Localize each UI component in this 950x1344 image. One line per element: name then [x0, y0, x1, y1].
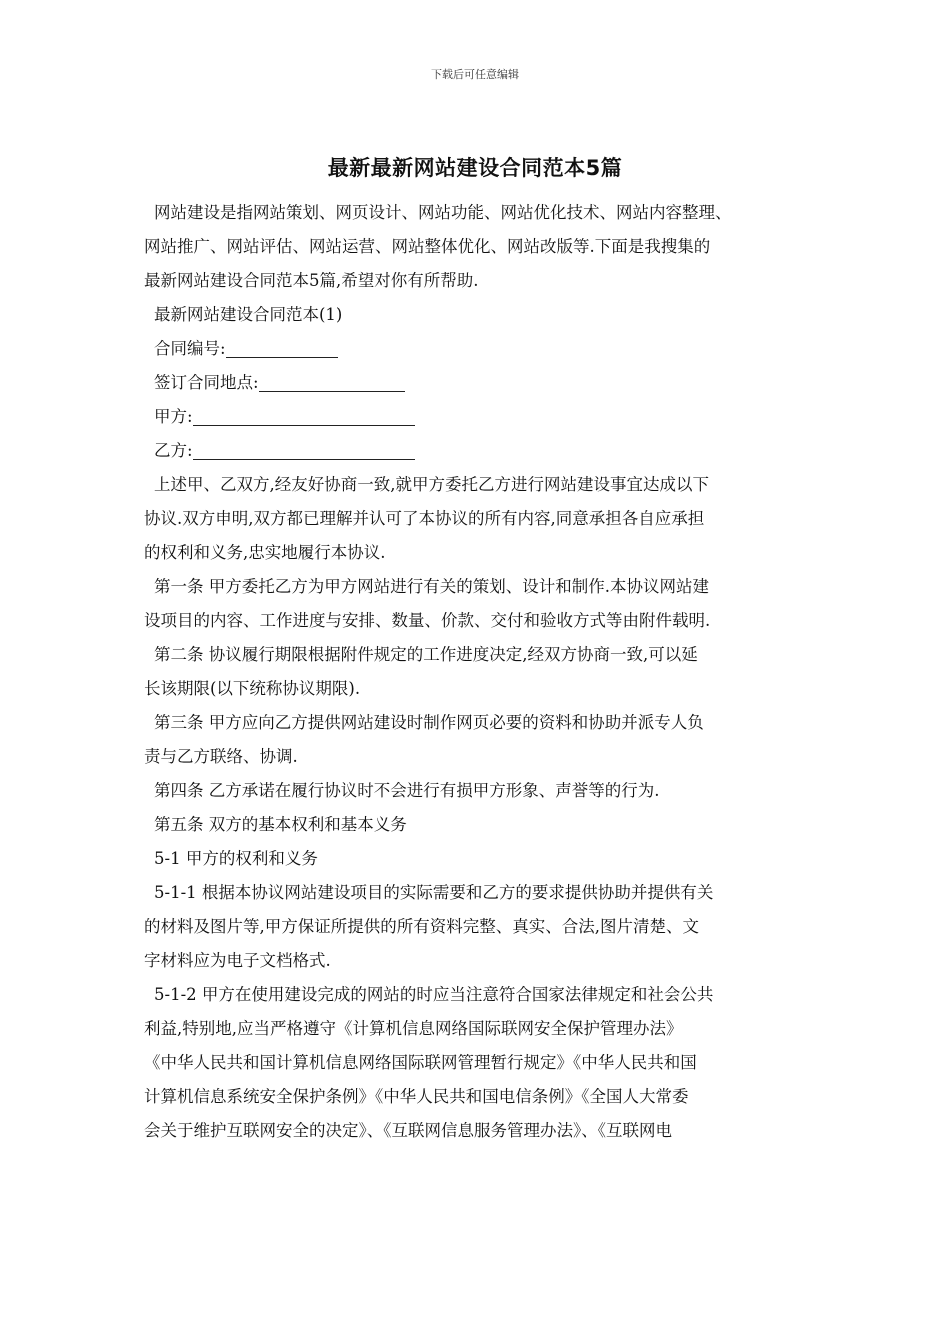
intro-line: 网站建设是指网站策划、网页设计、网站功能、网站优化技术、网站内容整理、	[154, 203, 732, 222]
paragraph-line: 责与乙方联络、协调.	[144, 747, 298, 766]
paragraph-line: 第五条 双方的基本权利和基本义务	[154, 815, 407, 834]
paragraph-line: 利益,特别地,应当严格遵守《计算机信息网络国际联网安全保护管理办法》	[144, 1019, 683, 1038]
page-header-note: 下载后可任意编辑	[431, 68, 519, 81]
party-a-field	[144, 400, 812, 434]
document-title: 最新最新网站建设合同范本5篇	[327, 156, 623, 180]
paragraph-line: 5-1-2 甲方在使用建设完成的网站的时应当注意符合国家法律规定和社会公共	[154, 985, 714, 1004]
sign-place-field	[144, 366, 812, 400]
paragraph-line: 会关于维护互联网安全的决定》、《互联网信息服务管理办法》、《互联网电	[144, 1121, 672, 1140]
paragraph-line: 5-1-1 根据本协议网站建设项目的实际需要和乙方的要求提供协助并提供有关	[154, 883, 714, 902]
party-a-label: 甲方:	[154, 407, 193, 426]
intro-line: 网站推广、网站评估、网站运营、网站整体优化、网站改版等.下面是我搜集的	[144, 237, 711, 256]
party-b-field	[144, 434, 812, 468]
document-body	[144, 196, 812, 1148]
contract-number-label: 合同编号:	[154, 339, 226, 358]
paragraph-line: 第四条 乙方承诺在履行协议时不会进行有损甲方形象、声誉等的行为.	[154, 781, 660, 800]
contract-paragraphs	[144, 468, 812, 1148]
paragraph-line: 《中华人民共和国计算机信息网络国际联网管理暂行规定》《中华人民共和国	[144, 1053, 697, 1072]
paragraph-line: 设项目的内容、工作进度与安排、数量、价款、交付和验收方式等由附件载明.	[144, 611, 711, 630]
paragraph-line: 字材料应为电子文档格式.	[144, 951, 331, 970]
contract-number-field	[144, 332, 812, 366]
paragraph-line: 的材料及图片等,甲方保证所提供的所有资料完整、真实、合法,图片清楚、文	[144, 917, 699, 936]
sign-place-blank	[259, 371, 405, 392]
paragraph-line: 计算机信息系统安全保护条例》《中华人民共和国电信条例》《全国人大常委	[144, 1087, 689, 1106]
party-b-blank	[193, 439, 415, 460]
intro-line: 最新网站建设合同范本5篇,希望对你有所帮助.	[144, 271, 479, 290]
paragraph-line: 第三条 甲方应向乙方提供网站建设时制作网页必要的资料和协助并派专人负	[154, 713, 704, 732]
paragraph-line: 长该期限(以下统称协议期限).	[144, 679, 361, 698]
sign-place-label: 签订合同地点:	[154, 373, 259, 392]
paragraph-line: 协议.双方申明,双方都已理解并认可了本协议的所有内容,同意承担各自应承担	[144, 509, 705, 528]
section-heading: 最新网站建设合同范本(1)	[154, 305, 343, 324]
party-b-label: 乙方:	[154, 441, 193, 460]
paragraph-line: 的权利和义务,忠实地履行本协议.	[144, 543, 386, 562]
contract-number-blank	[226, 337, 338, 358]
paragraph-line: 第二条 协议履行期限根据附件规定的工作进度决定,经双方协商一致,可以延	[154, 645, 698, 664]
paragraph-line: 上述甲、乙双方,经友好协商一致,就甲方委托乙方进行网站建设事宜达成以下	[154, 475, 709, 494]
paragraph-line: 5-1 甲方的权利和义务	[154, 849, 318, 868]
paragraph-line: 第一条 甲方委托乙方为甲方网站进行有关的策划、设计和制作.本协议网站建	[154, 577, 709, 596]
party-a-blank	[193, 405, 415, 426]
